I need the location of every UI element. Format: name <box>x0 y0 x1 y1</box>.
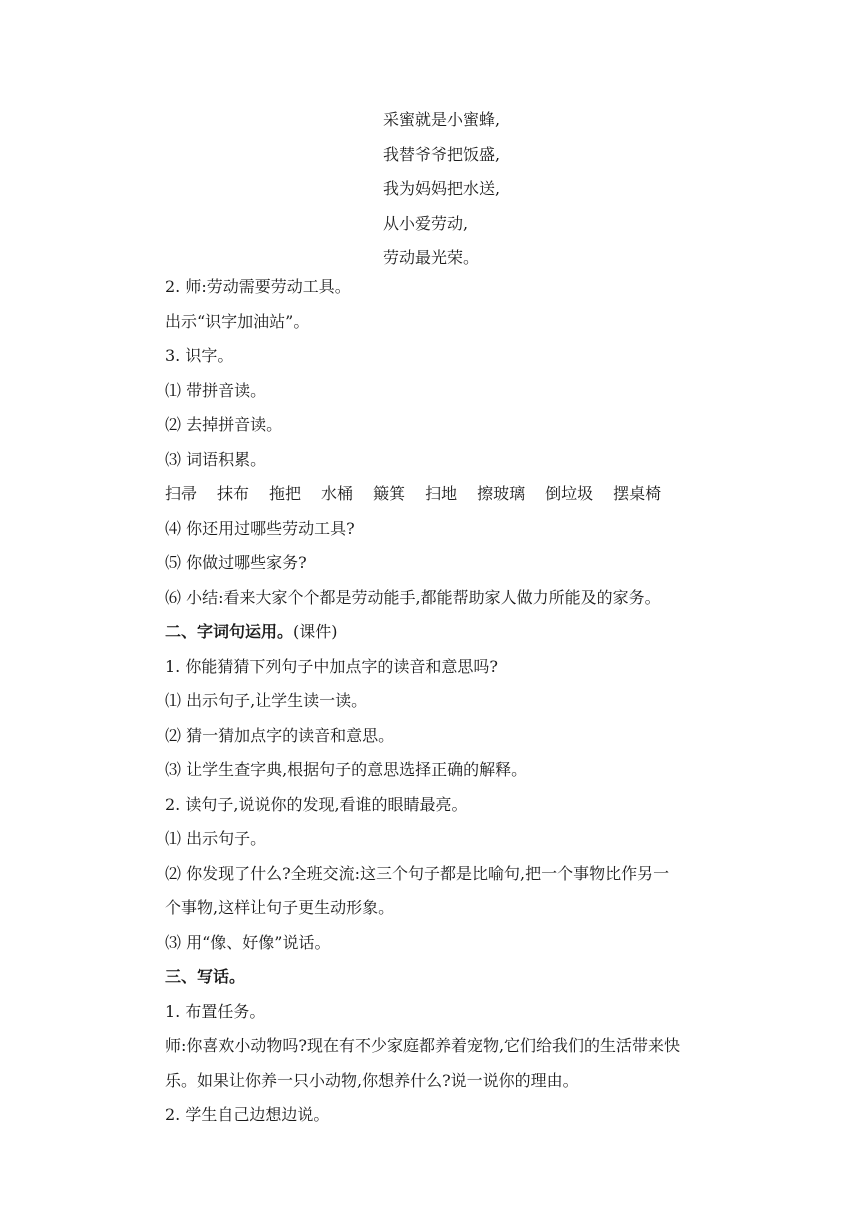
paragraph-line: 师:你喜欢小动物吗?现在有不少家庭都养着宠物,它们给我们的生活带来快 <box>165 1036 681 1055</box>
vocabulary-word: 擦玻璃 <box>477 484 526 503</box>
paragraph-line: 个事物,这样让句子更生动形象。 <box>165 898 395 917</box>
vocabulary-word: 拖把 <box>269 484 302 503</box>
paragraph: ⑸ 你做过哪些家务? <box>165 553 307 572</box>
paragraph: ⑶ 让学生查字典,根据句子的意思选择正确的解释。 <box>165 760 528 779</box>
paragraph: ⑷ 你还用过哪些劳动工具? <box>165 518 355 538</box>
poem-block <box>383 103 500 276</box>
paragraph: 出示“识字加油站”。 <box>165 311 310 331</box>
paragraph: 2. 读句子,说说你的发现,看谁的眼睛最亮。 <box>165 794 468 814</box>
vocabulary-list <box>165 477 735 512</box>
vocabulary-word: 簸箕 <box>373 484 406 503</box>
poem-line: 我替爷爷把饭盛, <box>383 144 501 164</box>
paragraph-line: 乐。如果让你养一只小动物,你想养什么?说一说你的理由。 <box>165 1070 579 1090</box>
paragraph: ⑴ 出示句子,让学生读一读。 <box>165 691 368 710</box>
section-heading: 三、写话。 <box>165 967 246 986</box>
document-body <box>165 270 735 1133</box>
poem-line: 劳动最光荣。 <box>383 248 480 267</box>
paragraph: 1. 你能猜猜下列句子中加点字的读音和意思吗? <box>165 656 498 676</box>
poem-line: 我为妈妈把水送, <box>383 179 501 198</box>
poem-line: 采蜜就是小蜜蜂, <box>383 110 501 129</box>
paragraph: ⑵ 猜一猜加点字的读音和意思。 <box>165 725 395 745</box>
paragraph-line: ⑵ 你发现了什么?全班交流:这三个句子都是比喻句,把一个事物比作另一 <box>165 863 670 883</box>
paragraph: ⑴ 出示句子。 <box>165 829 267 848</box>
section-heading-text: 二、字词句运用。 <box>165 622 294 641</box>
paragraph: 3. 识字。 <box>165 346 234 365</box>
section-heading <box>165 615 735 650</box>
paragraph: 1. 布置任务。 <box>165 1001 266 1021</box>
vocabulary-word: 水桶 <box>321 484 354 503</box>
vocabulary-word: 倒垃圾 <box>545 484 594 503</box>
paragraph: ⑶ 词语积累。 <box>165 449 267 469</box>
vocabulary-word: 抹布 <box>217 484 250 503</box>
paragraph: ⑹ 小结:看来大家个个都是劳动能手,都能帮助家人做力所能及的家务。 <box>165 587 661 607</box>
section-heading-note: (课件) <box>293 622 338 641</box>
paragraph: ⑶ 用“像、好像”说话。 <box>165 932 331 952</box>
paragraph: 2. 师:劳动需要劳动工具。 <box>165 277 351 296</box>
vocabulary-word: 扫地 <box>425 484 458 503</box>
poem-line: 从小爱劳动, <box>383 213 469 233</box>
paragraph: ⑴ 带拼音读。 <box>165 380 267 400</box>
paragraph: ⑵ 去掉拼音读。 <box>165 415 283 434</box>
vocabulary-word: 摆桌椅 <box>613 484 662 503</box>
vocabulary-word: 扫帚 <box>165 484 198 503</box>
paragraph: 2. 学生自己边想边说。 <box>165 1105 330 1124</box>
